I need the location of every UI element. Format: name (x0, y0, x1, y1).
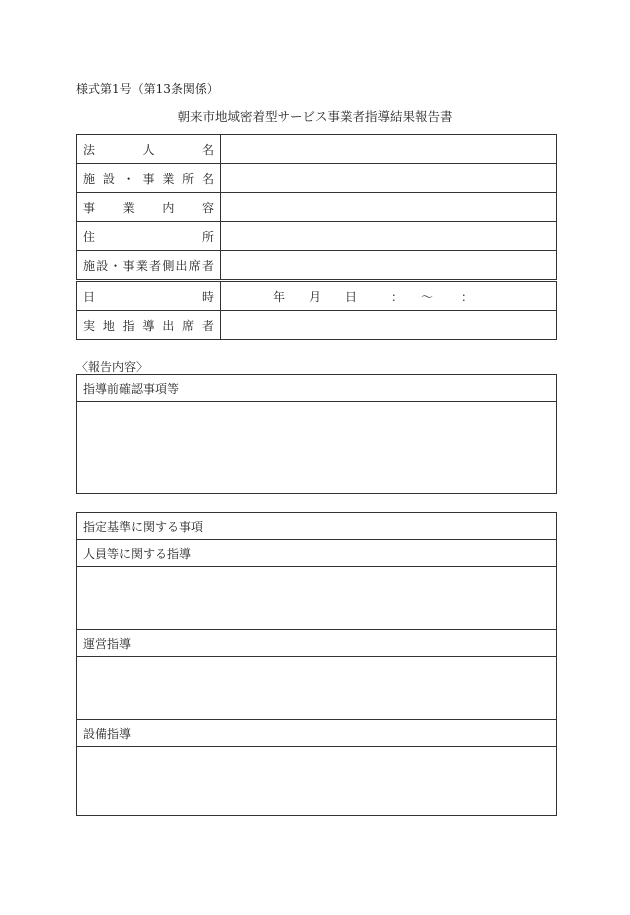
datetime-day: 日 (345, 289, 358, 304)
label-address: 住 所 (77, 222, 221, 251)
equipment-heading: 設備指導 (77, 720, 556, 747)
pre-check-field[interactable] (77, 402, 556, 492)
datetime-year: 年 (273, 289, 286, 304)
field-business-content[interactable] (221, 193, 557, 222)
datetime-tilde: ～ (421, 289, 434, 304)
datetime-colon-start: ： (391, 289, 404, 304)
field-datetime[interactable] (221, 281, 557, 311)
operations-heading: 運営指導 (77, 630, 556, 657)
label-datetime: 日 時 (77, 281, 221, 311)
datetime-colon-end: ： (461, 289, 474, 304)
label-business-content: 事 業 内 容 (77, 193, 221, 222)
pre-check-heading: 指導前確認事項等 (77, 375, 556, 402)
field-attendees-inspection[interactable] (221, 311, 557, 340)
info-table (76, 134, 557, 340)
field-address[interactable] (221, 222, 557, 251)
field-attendees-facility[interactable] (221, 251, 557, 281)
document-title: 朝来市地域密着型サービス事業者指導結果報告書 (177, 109, 453, 124)
report-section-label: 〈報告内容〉 (76, 360, 149, 374)
datetime-month: 月 (309, 289, 322, 304)
label-corporation-name: 法 人 名 (77, 135, 221, 164)
label-attendees-inspection: 実 地 指 導 出 席 者 (77, 311, 221, 340)
operations-field[interactable] (77, 657, 556, 720)
equipment-field[interactable] (77, 747, 556, 809)
pre-check-box (76, 374, 557, 494)
personnel-heading: 人員等に関する指導 (77, 540, 556, 567)
label-attendees-facility: 施 設 ・ 事 業 者 側 出 席 者 (77, 251, 221, 281)
standards-box (76, 512, 557, 816)
personnel-field[interactable] (77, 567, 556, 630)
standards-heading: 指定基準に関する事項 (77, 513, 556, 540)
field-corporation-name[interactable] (221, 135, 557, 164)
label-facility-name: 施 設 ・ 事 業 所 名 (77, 164, 221, 193)
field-facility-name[interactable] (221, 164, 557, 193)
form-number: 様式第1号（第13条関係） (76, 82, 219, 96)
